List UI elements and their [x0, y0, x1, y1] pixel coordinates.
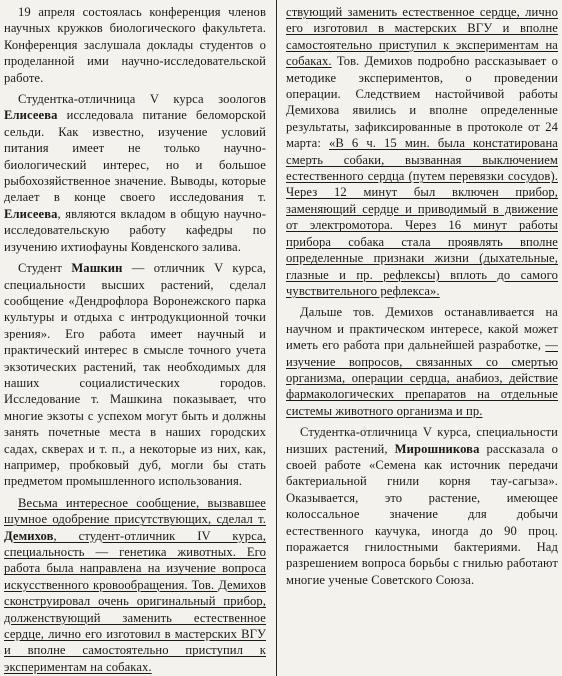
paragraph-p3: [4, 260, 266, 490]
text-run: «В 6 ч. 15 мин. была констатирована смерть собаки, вызванная выключением естественного сердца (путем перевязки сосудов). Через 12 минут был включен прибор, заменяющий сердце и приводимый в движение от электромотора. Через 16 минут работы прибора собака стала проявлять вполне определенные признаки жизни (дыхательные, глазные и пр. рефлексы) вплоть до самого чувствительного рефлекса».: [286, 136, 558, 298]
person-name: Машкин: [71, 261, 123, 276]
left-column: [4, 0, 272, 676]
person-name: Елисеева: [4, 108, 58, 123]
right-column: [282, 0, 558, 676]
text-run: Дальше тов. Демихов останавливается на научном и практическом интересе, какой может иметь его работа при дальнейшей разработке,: [286, 305, 558, 353]
person-name: Елисеева: [4, 206, 58, 221]
text-run: — отличник V курса, специальности высших растений, сделал сообщение «Дендрофлора Воронежского парка культуры и отдыха с интродукционной точки зрения». Его работа имеет научный и практический интерес в смысле точного учета экзотических растений, так необходимых для наших социалистических городов. Исследование т. Машкина показывает, что многие экзоты с успехом могут быть и должны занять почетные места в наших городских садах, скверах и т. п., а некоторые из них, как, например, пробковый дуб, могли бы стать предметом промышленного использования.: [4, 261, 266, 489]
paragraph-p2: [4, 91, 266, 255]
person-name: Мирошникова: [394, 441, 480, 456]
text-run: рассказала о своей работе «Семена как источник передачи бактериальной гнили корня тау-сагыза». Оказывается, это растение, имеющее колоссальное значение для добычи естественного каучука, иногда до 90 проц. поражается гнилостными бактериями. Над разрешением вопроса борьбы с гнилью работают многие ученые Советского Союза.: [286, 441, 558, 587]
text-run: Студентка-отличница V курса зоологов: [18, 92, 266, 107]
text-run: ствующий заменить естественное сердце, лично его изготовил в мастерских ВГУ и вполне самостоятельно приступил к экспериментам на собаках.: [286, 5, 558, 69]
paragraph-p1: [4, 4, 266, 86]
paragraph-p6: [286, 424, 558, 588]
text-run: Тов. Демихов подробно рассказывает о методике экспериментов, о проведении операции. Следствием настойчивой работы Демихова явились и вполне определенные результаты, зафиксированные в протоколе от 24 марта:: [286, 54, 558, 151]
paragraph-p4c: [286, 4, 558, 299]
text-run: , являются вкладом в общую научно-исследовательскую работу кафедры по изучению ихтиофауны Ковденского залива.: [4, 206, 266, 254]
text-run: , студент-отличник IV курса, специальность — генетика животных. Его работа была направлена на изучение вопроса искусственного кровообращения. Тов. Демихов сконструировал очень оригинальный прибор, долженствующий заменить естественное сердце, лично его изготовил в мастерских ВГУ и вполне самостоятельно приступил к экспериментам на собаках.: [4, 528, 266, 674]
text-run: исследовала питание беломорской сельди. Как известно, изучение условий питания имеет не только научно-биологический интерес, но и большое рыбохозяйственное значение. Выводы, которые делает в конце своего исследования т.: [4, 108, 266, 205]
text-run: 19 апреля состоялась конференция членов научных кружков биологического факультета. Конференция заслушала доклады студентов о проделанной ими научно-исследовательской работе.: [4, 5, 266, 85]
column-divider: [276, 0, 277, 676]
text-run: Студентка-отличница V курса, специальности низших растений,: [286, 425, 558, 456]
paragraph-p5: [286, 304, 558, 419]
person-name: Демихов: [4, 528, 54, 543]
text-run: Студент: [18, 261, 72, 276]
text-run: Весьма интересное сообщение, вызвавшее шумное одобрение присутствующих, сделал т.: [4, 495, 266, 527]
text-run: — изучение вопросов, связанных со смертью организма, операции сердца, анабиоз, действие фармакологических препаратов на отдельные системы животного организма и пр.: [286, 338, 558, 418]
paragraph-p4: [4, 495, 266, 675]
